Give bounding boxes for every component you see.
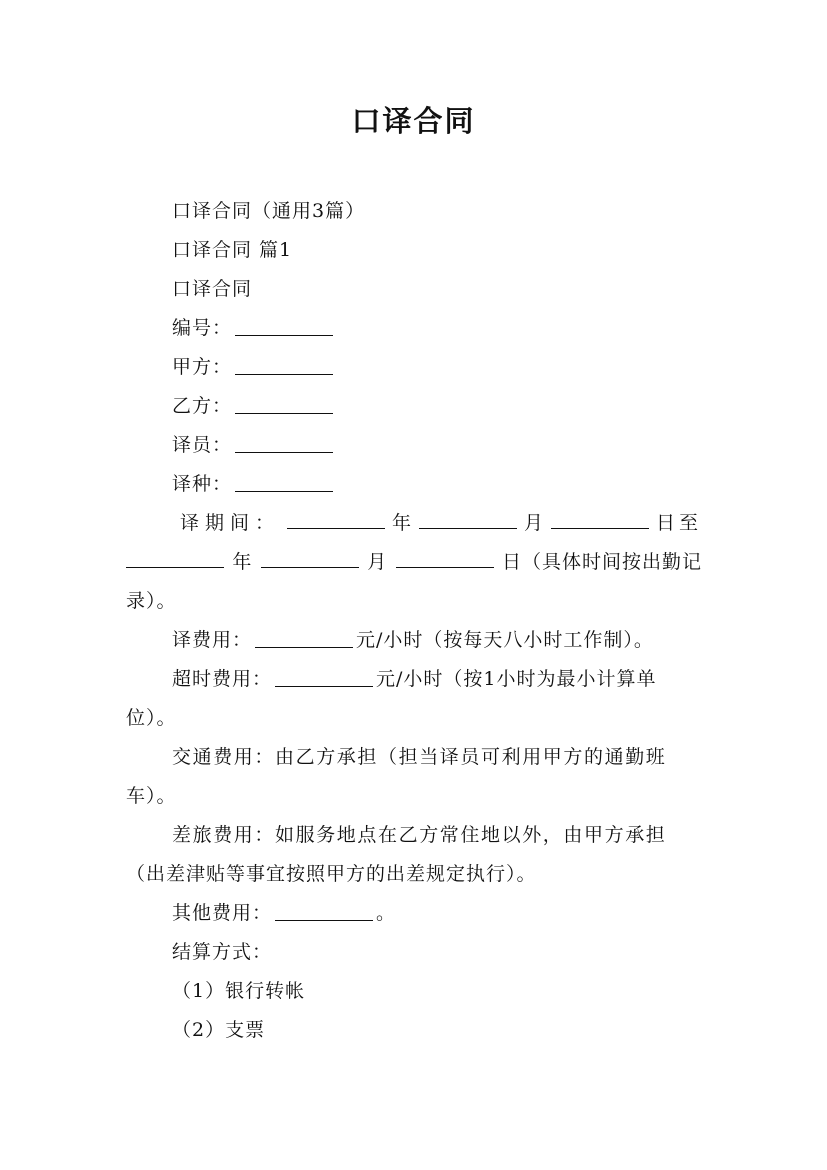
- settlement-label: 结算方式：: [172, 941, 273, 963]
- field-language-label: 译种：: [172, 473, 233, 495]
- field-party-a-blank: [235, 356, 333, 375]
- overtime-unit: 元/小时（按1小时为最小计算单: [376, 668, 657, 690]
- heading-contract: 口译合同: [172, 278, 253, 300]
- field-language: [172, 471, 336, 497]
- fee-unit: 元/小时（按每天八小时工作制）。: [356, 629, 654, 651]
- settlement-option-2: （2）支票: [172, 1019, 266, 1041]
- field-interpreter: [172, 432, 336, 458]
- fee-blank: [255, 629, 353, 648]
- field-interpreter-blank: [235, 434, 333, 453]
- field-party-b-label: 乙方：: [172, 395, 233, 417]
- period-year2: 年: [232, 551, 253, 573]
- overtime-label: 超时费用：: [172, 668, 273, 690]
- other-line: [172, 900, 396, 926]
- period-blank-month2: [261, 549, 359, 568]
- period-month2: 月: [367, 551, 388, 573]
- heading-part: 口译合同 篇1: [172, 239, 293, 261]
- overtime-blank: [275, 668, 373, 687]
- field-party-a: [172, 354, 336, 380]
- period-line-2: [126, 549, 702, 575]
- fee-line: [172, 627, 654, 653]
- period-line-1: [180, 510, 702, 536]
- transport-line-1: 交通费用：由乙方承担（担当译员可利用甲方的通勤班: [172, 746, 667, 768]
- other-label: 其他费用：: [172, 902, 273, 924]
- period-tail: 录）。: [126, 590, 177, 612]
- period-blank-year2: [126, 549, 224, 568]
- transport-line-2: 车）。: [126, 785, 177, 807]
- period-day-to: 日至: [655, 512, 702, 534]
- travel-line-2: （出差津贴等事宜按照甲方的出差规定执行）。: [126, 863, 537, 885]
- settlement-option-1: （1）银行转帐: [172, 980, 306, 1002]
- field-interpreter-label: 译员：: [172, 434, 233, 456]
- heading-general: 口译合同（通用3篇）: [172, 200, 366, 222]
- overtime-line: [172, 666, 657, 692]
- other-blank: [275, 902, 373, 921]
- fee-label: 译费用：: [172, 629, 253, 651]
- document-title: 口译合同: [351, 104, 476, 138]
- field-number-label: 编号：: [172, 317, 233, 339]
- field-number: [172, 315, 336, 341]
- other-tail: 。: [376, 902, 397, 924]
- period-blank-day2: [396, 549, 494, 568]
- period-day-end: 日（具体时间按出勤记: [501, 551, 702, 573]
- period-blank-day: [551, 510, 649, 529]
- field-party-a-label: 甲方：: [172, 356, 233, 378]
- period-label: 译期间：: [180, 512, 281, 534]
- field-number-blank: [235, 317, 333, 336]
- travel-line-1: 差旅费用：如服务地点在乙方常住地以外，由甲方承担: [172, 824, 667, 846]
- field-party-b-blank: [235, 395, 333, 414]
- period-blank-month: [419, 510, 517, 529]
- period-year: 年: [391, 512, 412, 534]
- period-month: 月: [523, 512, 544, 534]
- field-party-b: [172, 393, 336, 419]
- period-blank-year: [287, 510, 385, 529]
- field-language-blank: [235, 473, 333, 492]
- overtime-tail: 位）。: [126, 707, 177, 729]
